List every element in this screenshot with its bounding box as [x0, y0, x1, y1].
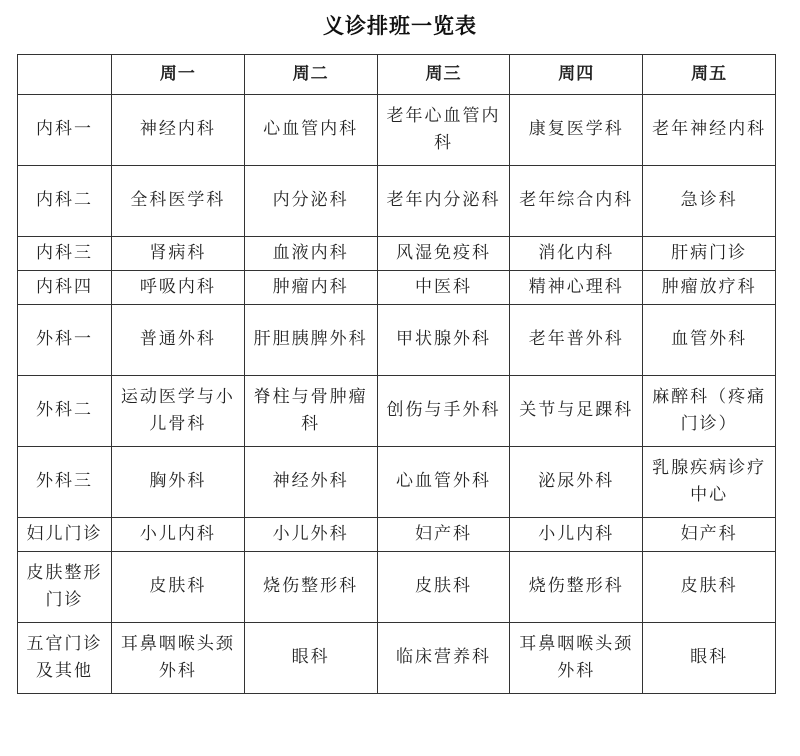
schedule-cell: 神经外科: [244, 447, 377, 518]
schedule-cell: 眼科: [643, 623, 776, 694]
schedule-cell: 肝胆胰脾外科: [244, 305, 377, 376]
schedule-cell: 皮肤科: [643, 552, 776, 623]
schedule-cell: 麻醉科（疼痛门诊）: [643, 376, 776, 447]
table-row: [18, 447, 776, 518]
schedule-cell: 血液内科: [244, 237, 377, 271]
dept-cell: 内科一: [18, 95, 112, 166]
table-row: [18, 271, 776, 305]
schedule-cell: 肝病门诊: [643, 237, 776, 271]
dept-cell: 外科三: [18, 447, 112, 518]
schedule-cell: 中医科: [377, 271, 510, 305]
schedule-cell: 精神心理科: [510, 271, 643, 305]
schedule-cell: 心血管外科: [377, 447, 510, 518]
day-header-wed: 周三: [377, 55, 510, 95]
day-header-tue: 周二: [244, 55, 377, 95]
dept-cell: 皮肤整形门诊: [18, 552, 112, 623]
day-header-mon: 周一: [111, 55, 244, 95]
schedule-cell: 眼科: [244, 623, 377, 694]
schedule-cell: 耳鼻咽喉头颈外科: [111, 623, 244, 694]
schedule-cell: 肾病科: [111, 237, 244, 271]
dept-cell: 妇儿门诊: [18, 518, 112, 552]
schedule-cell: 小儿外科: [244, 518, 377, 552]
dept-cell: 外科一: [18, 305, 112, 376]
schedule-cell: 创伤与手外科: [377, 376, 510, 447]
dept-cell: 内科三: [18, 237, 112, 271]
day-header-fri: 周五: [643, 55, 776, 95]
schedule-cell: 临床营养科: [377, 623, 510, 694]
table-row: [18, 552, 776, 623]
schedule-cell: 皮肤科: [377, 552, 510, 623]
dept-cell: 外科二: [18, 376, 112, 447]
schedule-cell: 脊柱与骨肿瘤科: [244, 376, 377, 447]
schedule-cell: 普通外科: [111, 305, 244, 376]
schedule-cell: 耳鼻咽喉头颈外科: [510, 623, 643, 694]
schedule-cell: 关节与足踝科: [510, 376, 643, 447]
table-row: [18, 305, 776, 376]
table-row: [18, 376, 776, 447]
header-row: [18, 55, 776, 95]
schedule-cell: 老年综合内科: [510, 166, 643, 237]
day-header-thu: 周四: [510, 55, 643, 95]
schedule-cell: 皮肤科: [111, 552, 244, 623]
table-row: [18, 95, 776, 166]
schedule-cell: 老年心血管内科: [377, 95, 510, 166]
schedule-cell: 急诊科: [643, 166, 776, 237]
corner-cell: [18, 55, 112, 95]
schedule-cell: 泌尿外科: [510, 447, 643, 518]
schedule-cell: 胸外科: [111, 447, 244, 518]
schedule-cell: 肿瘤内科: [244, 271, 377, 305]
schedule-cell: 妇产科: [643, 518, 776, 552]
schedule-cell: 血管外科: [643, 305, 776, 376]
schedule-cell: 乳腺疾病诊疗中心: [643, 447, 776, 518]
schedule-cell: 老年内分泌科: [377, 166, 510, 237]
schedule-cell: 全科医学科: [111, 166, 244, 237]
table-row: [18, 237, 776, 271]
table-row: [18, 518, 776, 552]
dept-cell: 内科四: [18, 271, 112, 305]
schedule-cell: 老年普外科: [510, 305, 643, 376]
schedule-cell: 肿瘤放疗科: [643, 271, 776, 305]
schedule-table: [17, 54, 776, 694]
schedule-cell: 康复医学科: [510, 95, 643, 166]
schedule-cell: 烧伤整形科: [510, 552, 643, 623]
table-row: [18, 623, 776, 694]
schedule-cell: 甲状腺外科: [377, 305, 510, 376]
table-row: [18, 166, 776, 237]
dept-cell: 内科二: [18, 166, 112, 237]
schedule-cell: 运动医学与小儿骨科: [111, 376, 244, 447]
schedule-cell: 小儿内科: [510, 518, 643, 552]
schedule-cell: 烧伤整形科: [244, 552, 377, 623]
schedule-cell: 消化内科: [510, 237, 643, 271]
schedule-cell: 呼吸内科: [111, 271, 244, 305]
dept-cell: 五官门诊及其他: [18, 623, 112, 694]
schedule-cell: 神经内科: [111, 95, 244, 166]
schedule-cell: 妇产科: [377, 518, 510, 552]
schedule-cell: 心血管内科: [244, 95, 377, 166]
schedule-cell: 内分泌科: [244, 166, 377, 237]
schedule-cell: 老年神经内科: [643, 95, 776, 166]
page-title: 义诊排班一览表: [323, 14, 477, 38]
schedule-cell: 风湿免疫科: [377, 237, 510, 271]
schedule-cell: 小儿内科: [111, 518, 244, 552]
